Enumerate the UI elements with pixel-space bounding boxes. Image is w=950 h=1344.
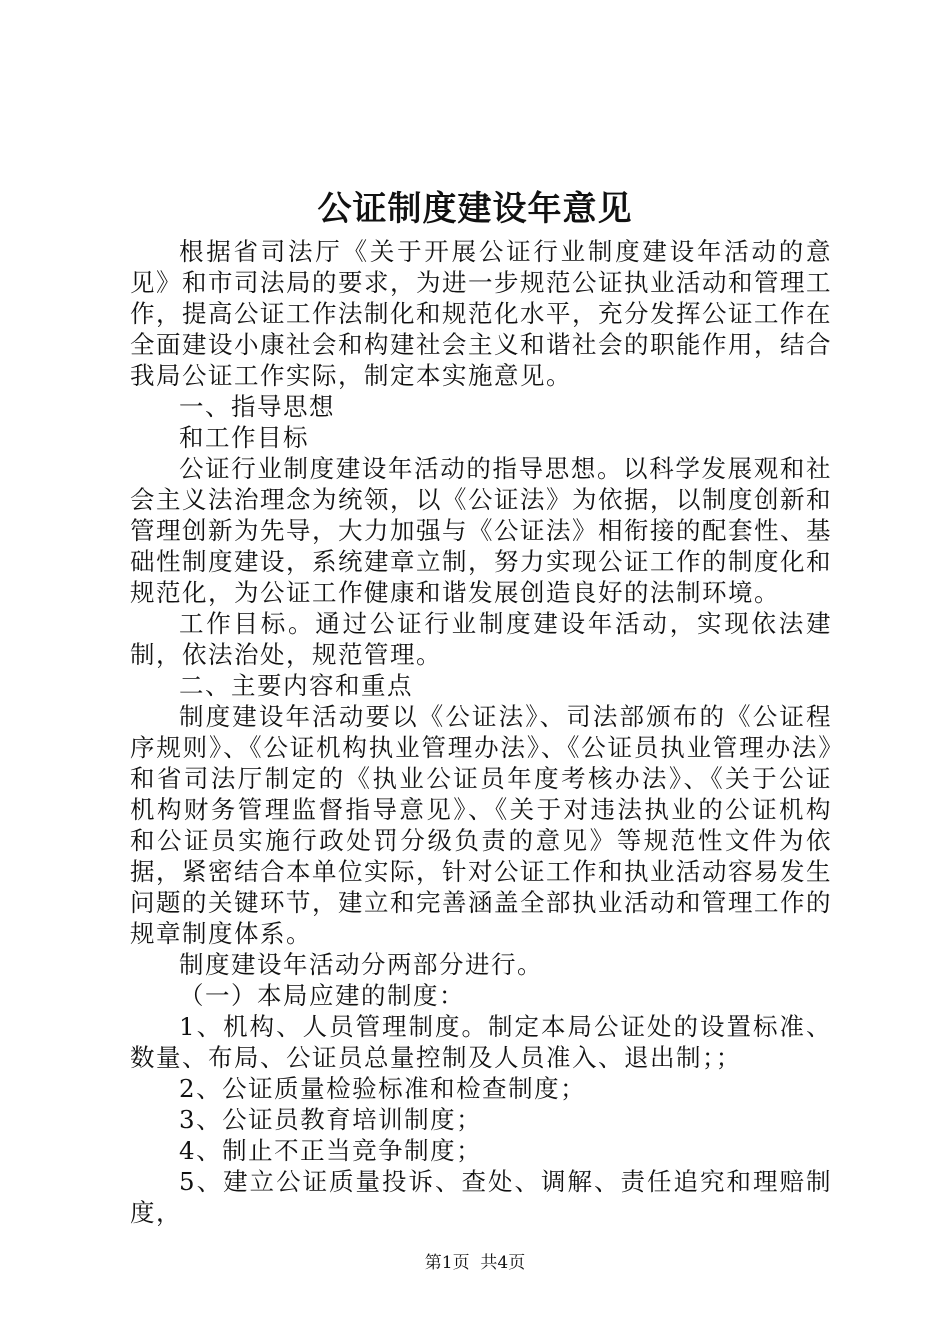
section-heading-1-continued: 和工作目标 [179,423,309,452]
list-item: 5、建立公证质量投诉、查处、调解、责任追究和理赔制度， [130,1167,832,1227]
page-number: 第1页 [424,1253,470,1273]
paragraph-two-parts: 制度建设年活动分两部分进行。 [179,950,543,979]
section-heading-2: 二、主要内容和重点 [179,671,413,700]
paragraph-work-goal: 工作目标。通过公证行业制度建设年活动，实现依法建制，依法治处，规范管理。 [130,609,832,669]
section-heading-1: 一、指导思想 [179,392,335,421]
paragraph-main-content: 制度建设年活动要以《公证法》、司法部颁布的《公证程序规则》、《公证机构执业管理办法》、《公证员执业管理办法》和省司法厅制定的《执业公证员年度考核办法》、《关于公证机构财务管理监督指导意见》、《关于对违法执业的公证机构和公证员实施行政处罚分级负责的意见》等规范性文件为依据，紧密结合本单位实际，针对公证工作和执业活动容易发生问题的关键环节，建立和完善涵盖全部执业活动和管理工作的规章制度体系。 [130,702,832,948]
page-footer [0,1252,950,1274]
document-body [130,236,832,1228]
list-item: 2、公证质量检验标准和检查制度； [179,1074,587,1103]
page-total: 共4页 [480,1253,526,1273]
list-item: 1、机构、人员管理制度。制定本局公证处的设置标准、数量、布局、公证员总量控制及人员准入、退出制；； [130,1012,832,1072]
list-item: 3、公证员教育培训制度； [179,1105,483,1134]
subsection-heading-1: （一）本局应建的制度： [179,981,465,1010]
list-item: 4、制止不正当竞争制度； [179,1136,483,1165]
paragraph-intro: 根据省司法厅《关于开展公证行业制度建设年活动的意见》和市司法局的要求，为进一步规范公证执业活动和管理工作，提高公证工作法制化和规范化水平，充分发挥公证工作在全面建设小康社会和构建社会主义和谐社会的职能作用，结合我局公证工作实际，制定本实施意见。 [130,237,832,390]
document-title: 公证制度建设年意见 [317,189,633,229]
paragraph-guiding-thought: 公证行业制度建设年活动的指导思想。以科学发展观和社会主义法治理念为统领，以《公证法》为依据，以制度创新和管理创新为先导，大力加强与《公证法》相衔接的配套性、基础性制度建设，系统建章立制，努力实现公证工作的制度化和规范化，为公证工作健康和谐发展创造良好的法制环境。 [130,454,832,607]
